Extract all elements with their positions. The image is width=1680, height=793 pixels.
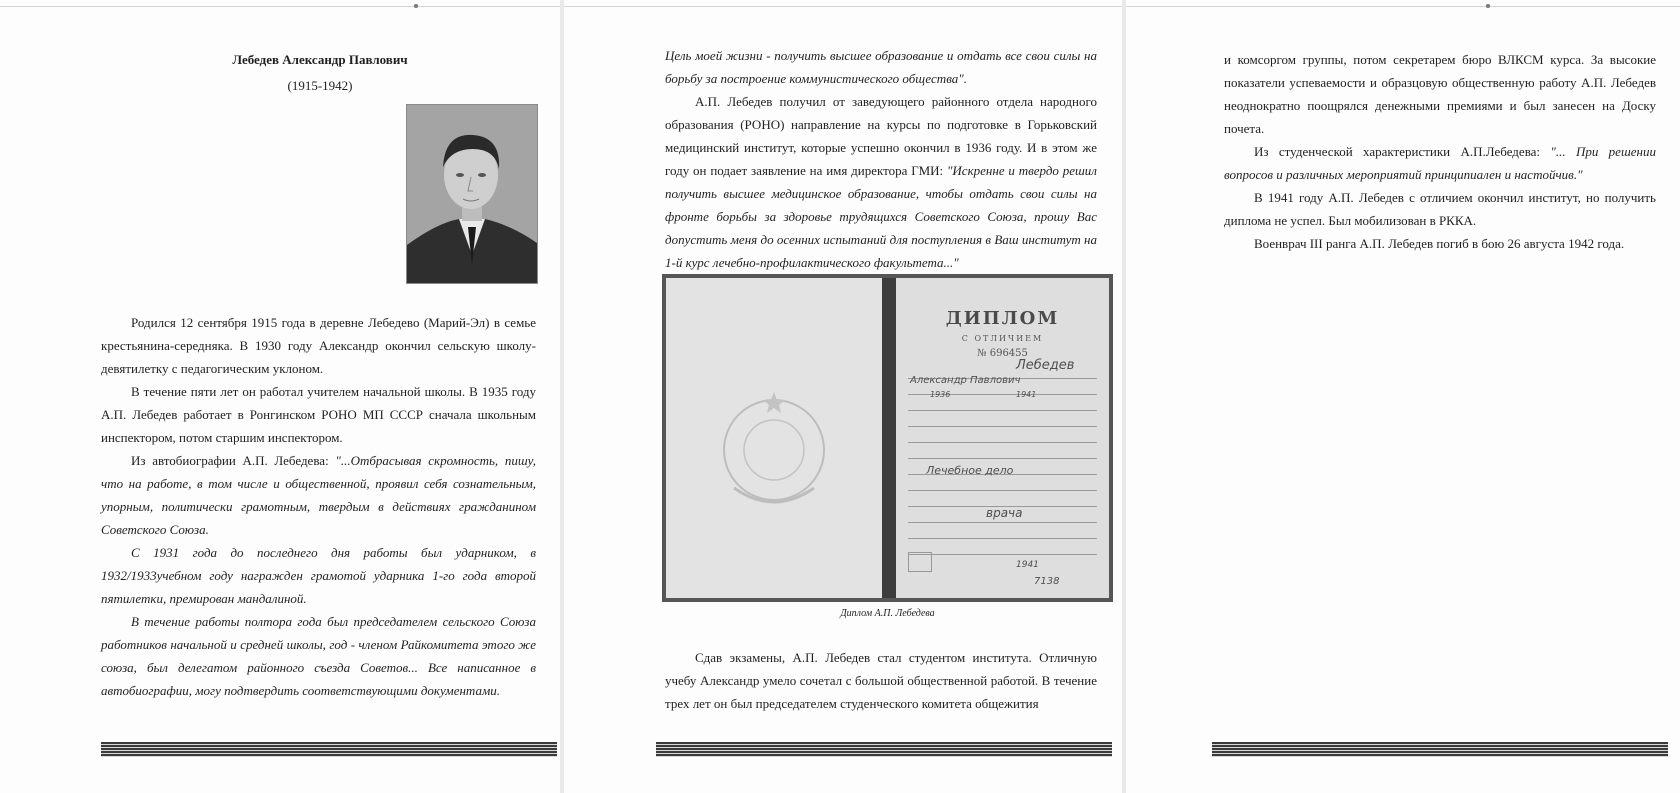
paragraph: Военврач III ранга А.П. Лебедев погиб в бою 26 августа 1942 года. (1254, 236, 1625, 251)
st-george-ribbon (656, 742, 1112, 757)
life-years: (1915-1942) (287, 78, 353, 93)
binder-hole (414, 4, 418, 8)
page3-text (1224, 48, 1656, 255)
paragraph: В 1941 году А.П. Лебедев с отличием окончил институт, но получить диплома не успел. Был мобилизован в РККА. (1224, 190, 1656, 228)
diploma-left-page (666, 278, 882, 598)
diploma-title: ДИПЛОМ (945, 308, 1060, 329)
portrait-photo (406, 104, 538, 284)
diploma-spine (882, 278, 896, 598)
diploma-qualification: врача (986, 506, 1023, 520)
diploma-reg-number: 7138 (1034, 576, 1060, 587)
page-top-rule (0, 6, 560, 7)
page-3 (1126, 0, 1680, 793)
diploma-number: № 696455 (977, 348, 1028, 359)
paragraph: Родился 12 сентября 1915 года в деревне Лебедево (Марий-Эл) в семье крестьянина-середняка. В 1930 году Александр окончил сельскую школу-девятилетку с педагогическим уклоном. (101, 315, 536, 376)
diploma-subtitle: С ОТЛИЧИЕМ (961, 334, 1044, 343)
diploma-surname: Лебедев (1016, 358, 1075, 373)
page-2 (564, 0, 1122, 793)
diploma-year-out: 1941 (1016, 390, 1037, 399)
diploma-caption: Диплом А.П. Лебедева (840, 608, 935, 619)
seal-placeholder (908, 552, 932, 572)
diploma-given-name: Александр Павлович (910, 375, 1021, 386)
paragraph: Сдав экзамены, А.П. Лебедев стал студентом института. Отличную учебу Александр умело сочетал с большой общественной работой. В течение трех лет он был председателем студенческого комитета общежития (665, 650, 1097, 711)
person-name: Лебедев Александр Павлович (232, 52, 408, 67)
diploma-year-in: 1936 (930, 390, 951, 399)
paragraph: Из студенческой характеристики А.П.Лебедева: "... При решении вопросов и различных мероприятий принципиален и настойчив." (1224, 144, 1656, 182)
paragraph: В течение пяти лет он работал учителем начальной школы. В 1935 году А.П. Лебедев работает в Ронгинском РОНО МП СССР сначала школьным инспектором, потом старшим инспектором. (101, 384, 536, 445)
page2-top-text (665, 44, 1097, 274)
state-emblem-icon (714, 388, 834, 518)
page2-bottom-text (665, 646, 1097, 715)
page-1 (0, 0, 560, 793)
paragraph: и комсоргом группы, потом секретарем бюро ВЛКСМ курса. За высокие показатели успеваемости и образцовую общественную работу А.П. Лебедев неоднократно поощрялся денежными премиями и был занесен на Доску почета. (1224, 52, 1656, 136)
st-george-ribbon (1212, 742, 1668, 757)
binder-hole (1486, 4, 1490, 8)
diploma-right-page (896, 278, 1109, 598)
diploma-city-year: 1941 (1016, 560, 1039, 570)
page-top-rule (1126, 6, 1680, 7)
diploma-photo (662, 274, 1113, 602)
biography-text (101, 311, 536, 702)
paragraph: С 1931 года до последнего дня работы был ударником, в 1932/1933учебном году награжден грамотой ударника 1-го года второй пятилетки, премирован мандалиной. (101, 545, 536, 606)
page-top-rule (564, 6, 1122, 7)
paragraph: В течение работы полтора года был председателем сельского Союза работников начальной и средней школы, год - членом Райкомитета этого же союза, был делегатом районного съезда Советов... Все написанное в автобиографии, могу подтвердить соответствующими документами. (101, 614, 536, 698)
paragraph: А.П. Лебедев получил от заведующего районного отдела народного образования (РОНО) направление на курсы по подготовке в Горьковский медицинский институт, которые успешно окончил в 1936 году. И в этом же году он подает заявление на имя директора ГМИ: "Искренне и твердо решил получить высшее медицинское образование, чтобы отдать свои силы на фронте борьбы за здоровье трудящихся Советского Союза, прошу Вас допустить меня до осенних испытаний для поступления в Ваш институт на 1-й курс лечебно-профилактического факультета..." (665, 94, 1097, 270)
paragraph: Из автобиографии А.П. Лебедева: "...Отбрасывая скромность, пишу, что на работе, в том числе и общественной, проявил себя сознательным, упорным, политически грамотным, твердым в действиях гражданином Советского Союза. (101, 453, 536, 537)
diploma-speciality: Лечебное дело (926, 464, 1014, 477)
paragraph: Цель моей жизни - получить высшее образование и отдать все свои силы на борьбу за построение коммунистического общества". (665, 48, 1097, 86)
st-george-ribbon (101, 742, 557, 757)
